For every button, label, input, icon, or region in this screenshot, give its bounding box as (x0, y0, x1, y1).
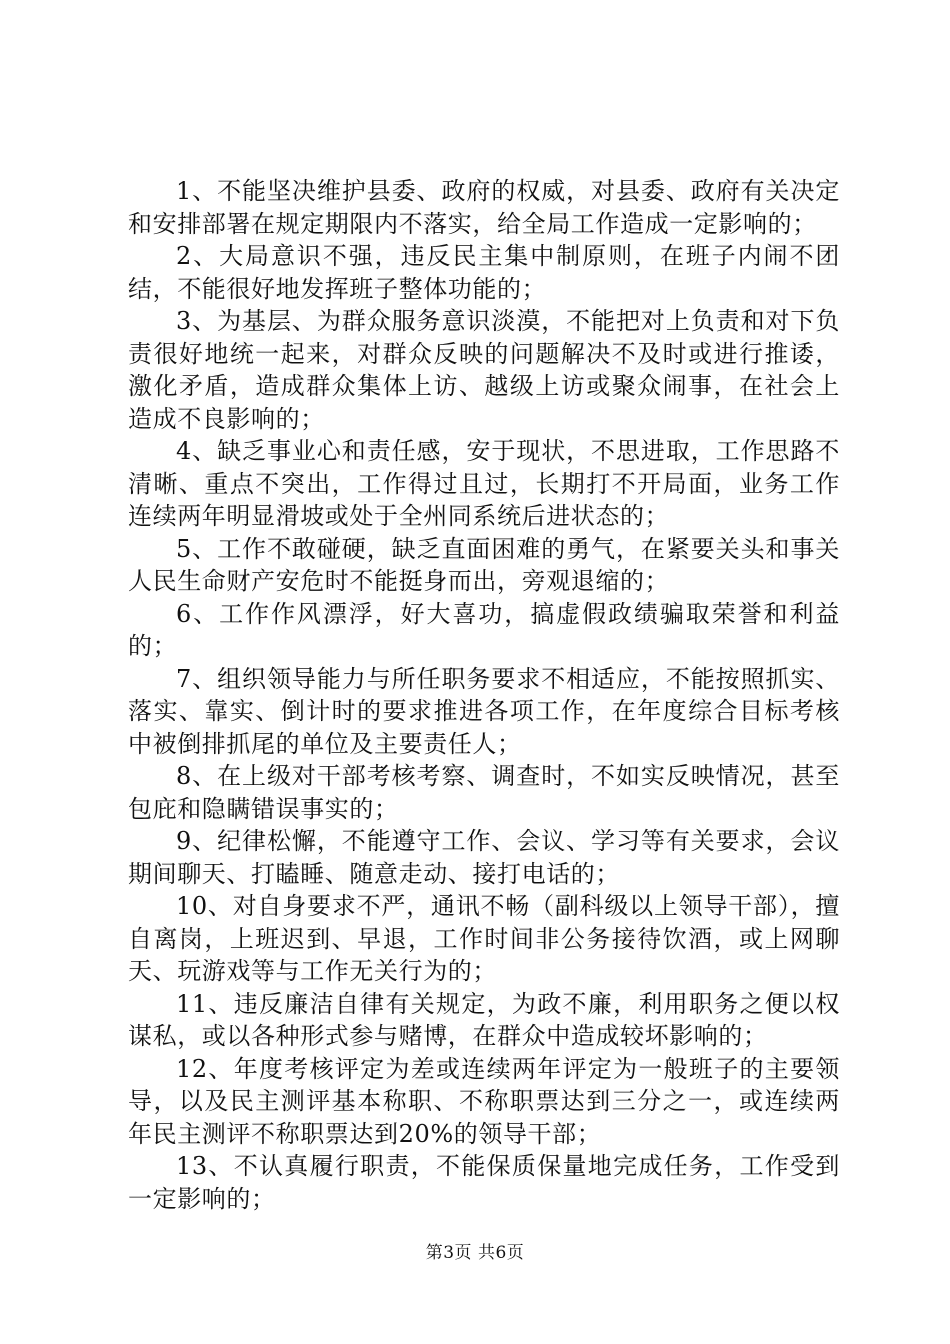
clause-6: 6、工作作风漂浮，好大喜功，搞虚假政绩骗取荣誉和利益的； (128, 599, 840, 660)
clause-12: 12、年度考核评定为差或连续两年评定为一般班子的主要领导，以及民主测评基本称职、不称职票达到三分之一，或连续两年民主测评不称职票达到20%的领导干部； (128, 1054, 840, 1148)
clause-11: 11、违反廉洁自律有关规定，为政不廉，利用职务之便以权谋私，或以各种形式参与赌博，在群众中造成较坏影响的； (128, 989, 840, 1050)
clause-10: 10、对自身要求不严，通讯不畅（副科级以上领导干部），擅自离岗，上班迟到、早退，工作时间非公务接待饮酒，或上网聊天、玩游戏等与工作无关行为的； (128, 892, 840, 985)
document-body (128, 175, 840, 1215)
clause-2: 2、大局意识不强，违反民主集中制原则，在班子内闹不团结，不能很好地发挥班子整体功能的； (128, 242, 840, 303)
clause-7: 7、组织领导能力与所任职务要求不相适应，不能按照抓实、落实、靠实、倒计时的要求推进各项工作，在年度综合目标考核中被倒排抓尾的单位及主要责任人； (128, 664, 840, 758)
clause-3: 3、为基层、为群众服务意识淡漠，不能把对上负责和对下负责很好地统一起来，对群众反映的问题解决不及时或进行推诿，激化矛盾，造成群众集体上访、越级上访或聚众闹事，在社会上造成不良影响的； (128, 307, 840, 433)
clause-1: 1、不能坚决维护县委、政府的权威，对县委、政府有关决定和安排部署在规定期限内不落实，给全局工作造成一定影响的； (128, 177, 840, 238)
page-number-footer: 第3页 共6页 (425, 1243, 525, 1263)
clause-5: 5、工作不敢碰硬，缺乏直面困难的勇气，在紧要关头和事关人民生命财产安危时不能挺身而出，旁观退缩的； (128, 534, 840, 595)
clause-9: 9、纪律松懈，不能遵守工作、会议、学习等有关要求，会议期间聊天、打瞌睡、随意走动、接打电话的； (128, 827, 840, 888)
clause-13: 13、不认真履行职责，不能保质保量地完成任务，工作受到一定影响的； (128, 1152, 840, 1213)
clause-4: 4、缺乏事业心和责任感，安于现状，不思进取，工作思路不清晰、重点不突出，工作得过且过，长期打不开局面，业务工作连续两年明显滑坡或处于全州同系统后进状态的； (128, 437, 840, 530)
clause-8: 8、在上级对干部考核考察、调查时，不如实反映情况，甚至包庇和隐瞒错误事实的； (128, 762, 840, 823)
